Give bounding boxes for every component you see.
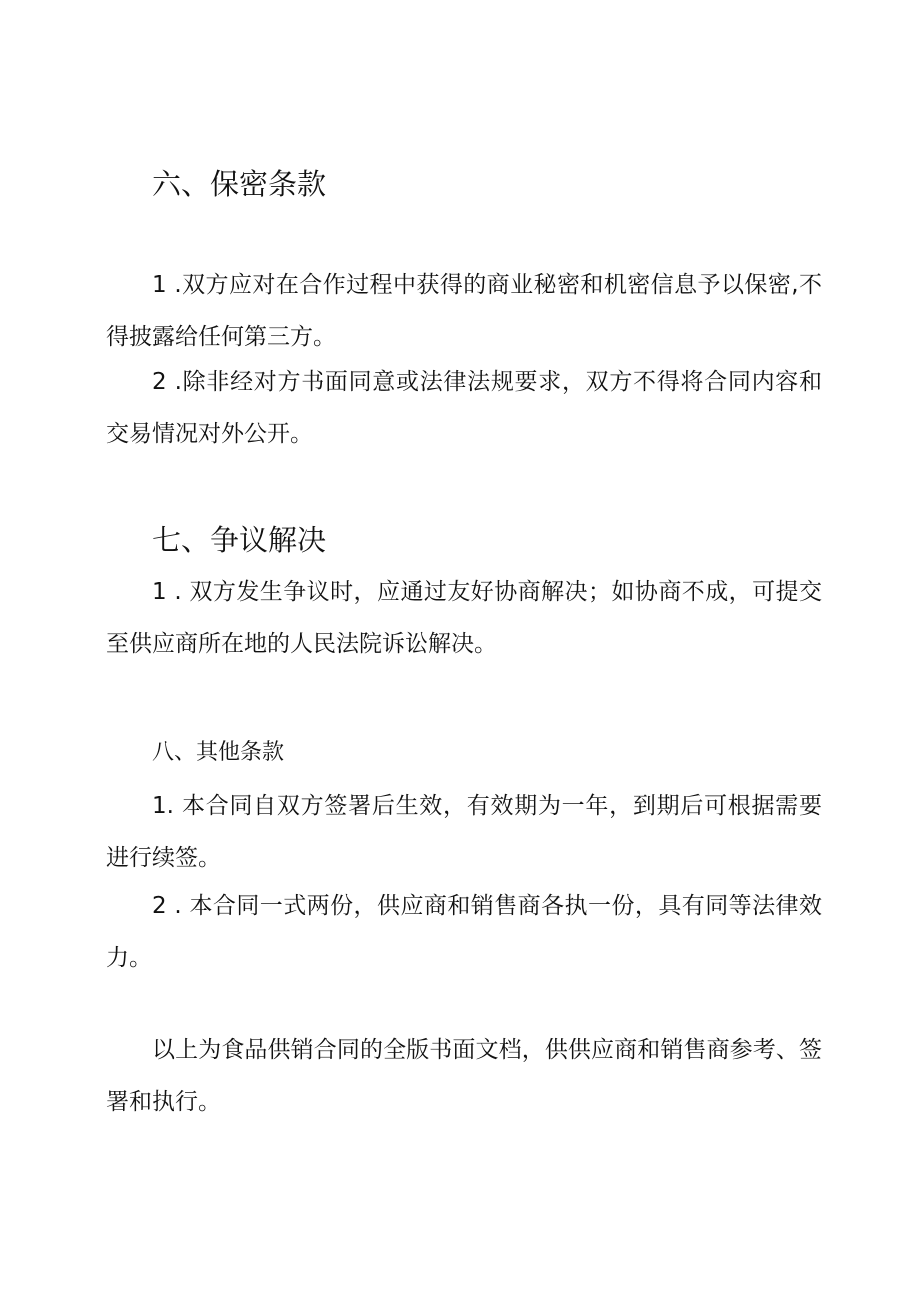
other-terms-clause-1: 1. 本合同自双方签署后生效，有效期为一年，到期后可根据需要进行续签。 <box>106 793 822 871</box>
confidentiality-clause-2: 2 .除非经对方书面同意或法律法规要求，双方不得将合同内容和交易情况对外公开。 <box>106 369 822 447</box>
section-heading-other-terms: 八、其他条款 <box>152 740 285 765</box>
other-terms-clause-2: 2 . 本合同一式两份，供应商和销售商各执一份，具有同等法律效力。 <box>106 893 822 971</box>
section-heading-confidentiality: 六、保密条款 <box>152 167 327 201</box>
dispute-clause-1: 1 . 双方发生争议时，应通过友好协商解决；如协商不成，可提交至供应商所在地的人民法院诉讼解决。 <box>106 579 822 657</box>
closing-statement: 以上为食品供销合同的全版书面文档，供供应商和销售商参考、签署和执行。 <box>106 1037 822 1115</box>
section-heading-dispute-resolution: 七、争议解决 <box>152 523 327 557</box>
confidentiality-clause-1: 1 .双方应对在合作过程中获得的商业秘密和机密信息予以保密,不得披露给任何第三方。 <box>106 272 822 350</box>
